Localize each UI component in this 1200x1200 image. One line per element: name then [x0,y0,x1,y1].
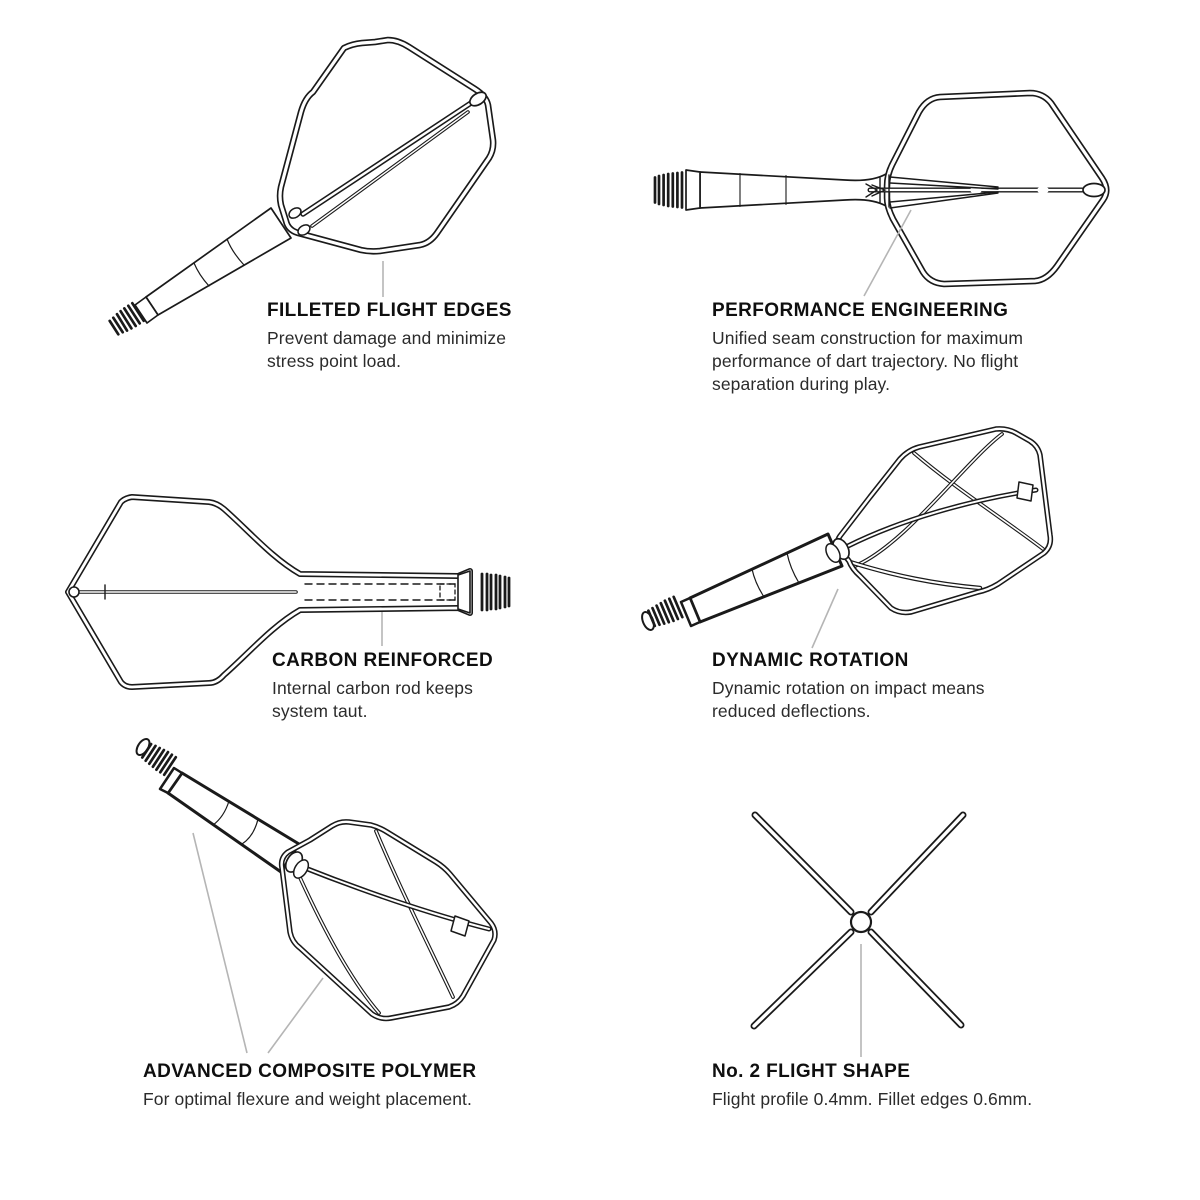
feature-line: performance of dart trajectory. No flight [712,351,1019,371]
feature-line: system taut. [272,701,368,721]
feature-title: PERFORMANCE ENGINEERING [712,300,1009,321]
shaft [700,172,886,208]
dart-flight-angled-front-illustration [110,40,493,334]
hidden-rod-dashed [305,584,455,600]
vane-collar [451,916,469,936]
center-hub [851,912,871,932]
blade-lower-left-inner [754,932,851,1026]
dart-flight-side-profile-illustration [655,93,1106,296]
blade-upper-left-inner [755,815,851,912]
blade-lower-right-inner [871,932,961,1025]
feature-title: ADVANCED COMPOSITE POLYMER [143,1061,477,1082]
flight-outline [280,40,493,251]
thread-ridges [142,744,176,775]
feature-title: DYNAMIC ROTATION [712,650,909,671]
thread-ridges [655,173,682,208]
flight-spine-edge-inner [312,112,468,226]
caption-dynamic-rotation [712,650,985,723]
feature-line: stress point load. [267,351,402,371]
feature-line: For optimal flexure and weight placement. [143,1089,472,1109]
feature-title: FILLETED FLIGHT EDGES [267,300,512,321]
feature-line: Internal carbon rod keeps [272,678,473,698]
shaft [690,534,842,622]
shaft [146,208,291,315]
feature-line: separation during play. [712,374,891,394]
thread-ridges [482,574,509,610]
leader-line-flight [268,978,323,1053]
dart-flight-rear-quarter-shaft-up-illustration [134,737,495,1053]
flight-tip-cap [1083,184,1105,197]
flight-outline-inner [280,40,493,251]
flight-tip-eyelet [69,587,79,597]
caption-filleted-flight-edges [267,300,512,373]
leader-line [864,210,911,296]
blade-upper-right-inner [871,815,963,912]
leader-line [812,589,838,648]
feature-line: Prevent damage and minimize [267,328,507,348]
vane-collar [1017,482,1033,501]
thread-ridges [648,597,682,626]
caption-carbon-reinforced [272,650,493,723]
feature-title: CARBON REINFORCED [272,650,494,671]
caption-performance-engineering [712,300,1023,396]
shaft [168,773,299,872]
flight-spine-inner [303,101,474,214]
flight-cross-section-x-illustration [754,815,963,1057]
vane-upper [848,490,1036,546]
caption-no-2-flight-shape [712,1061,1032,1111]
leader-line-shaft [193,833,247,1053]
shaft-collar [686,170,700,210]
hidden-socket-dashed [440,584,455,600]
caption-advanced-composite-polymer [143,1061,476,1111]
feature-line: reduced deflections. [712,701,871,721]
feature-line: Unified seam construction for maximum [712,328,1024,348]
dart-flight-rear-quarter-illustration [640,429,1051,648]
hub-socket-upper [287,206,303,221]
vane-upper-inner [848,490,1036,546]
shaft-collar [458,571,470,613]
feature-line: Dynamic rotation on impact means [712,678,985,698]
feature-title: No. 2 FLIGHT SHAPE [712,1061,911,1082]
feature-line: Flight profile 0.4mm. Fillet edges 0.6mm. [712,1089,1033,1109]
